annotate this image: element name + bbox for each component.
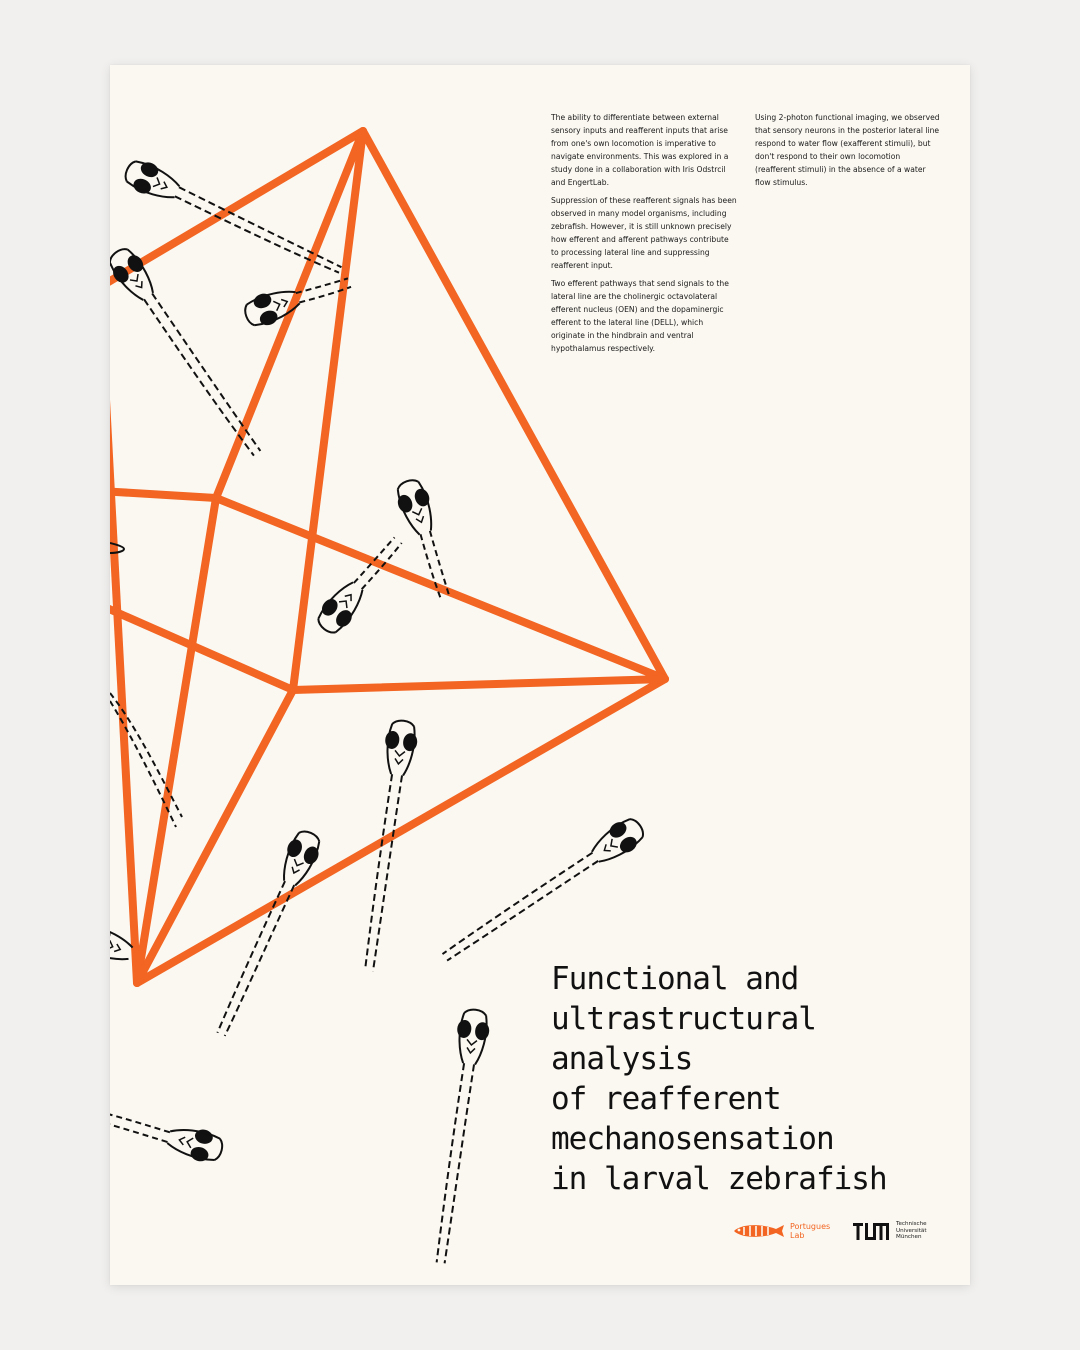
tum-text: Technische Universität München bbox=[896, 1221, 927, 1241]
intro-column-1 bbox=[551, 111, 737, 360]
intro-paragraph: Using 2-photon functional imaging, we observed that sensory neurons in the posterior lateral line respond to water flow (exafferent stimuli), but don't respond to their own locomotion (reafferent stimuli) in the absence of a water flow stimulus. bbox=[755, 113, 940, 187]
title-line: analysis bbox=[551, 1041, 693, 1077]
intro-paragraph: The ability to differentiate between external sensory inputs and reafferent inputs that arise from one's own locomotion is imperative to navigate environments. This was explored in a study done in a collaboration with Iris Odstrcil and EngertLab. bbox=[551, 113, 729, 187]
title-line: Functional and bbox=[551, 961, 799, 997]
title-line: mechanosensation bbox=[551, 1121, 834, 1157]
intro-column-2 bbox=[755, 111, 941, 194]
fish bbox=[438, 812, 649, 973]
title-line: of reafferent bbox=[551, 1081, 781, 1117]
intro-paragraph: Two efferent pathways that send signals to the lateral line are the cholinergic octavolateral efferent nucleus (OEN) and the dopaminergic efferent to the lateral line (DELL), which originate in the hindbrain and ventral hypothalamus respectively. bbox=[551, 279, 729, 353]
tum-logo-icon bbox=[852, 1221, 890, 1241]
portugues-lab-logo bbox=[730, 1219, 842, 1243]
intro-paragraph: Suppression of these reafferent signals has been observed in many model organisms, including zebrafish. However, it is still unknown precisely how efferent and afferent pathways contribute to processing lateral line and suppressing reafferent input. bbox=[551, 196, 737, 270]
title-line: in larval zebrafish bbox=[551, 1161, 887, 1197]
fish bbox=[429, 1008, 492, 1265]
portugues-lab-text: Portugues Lab bbox=[790, 1222, 831, 1240]
zebrafish-icon bbox=[730, 1221, 786, 1241]
poster bbox=[110, 65, 970, 1285]
fish bbox=[110, 1101, 225, 1166]
fish bbox=[357, 719, 420, 974]
poster-title bbox=[551, 959, 951, 1199]
title-line: ultrastructural bbox=[551, 1001, 816, 1037]
tum-logo bbox=[852, 1219, 940, 1243]
fish bbox=[110, 243, 273, 460]
